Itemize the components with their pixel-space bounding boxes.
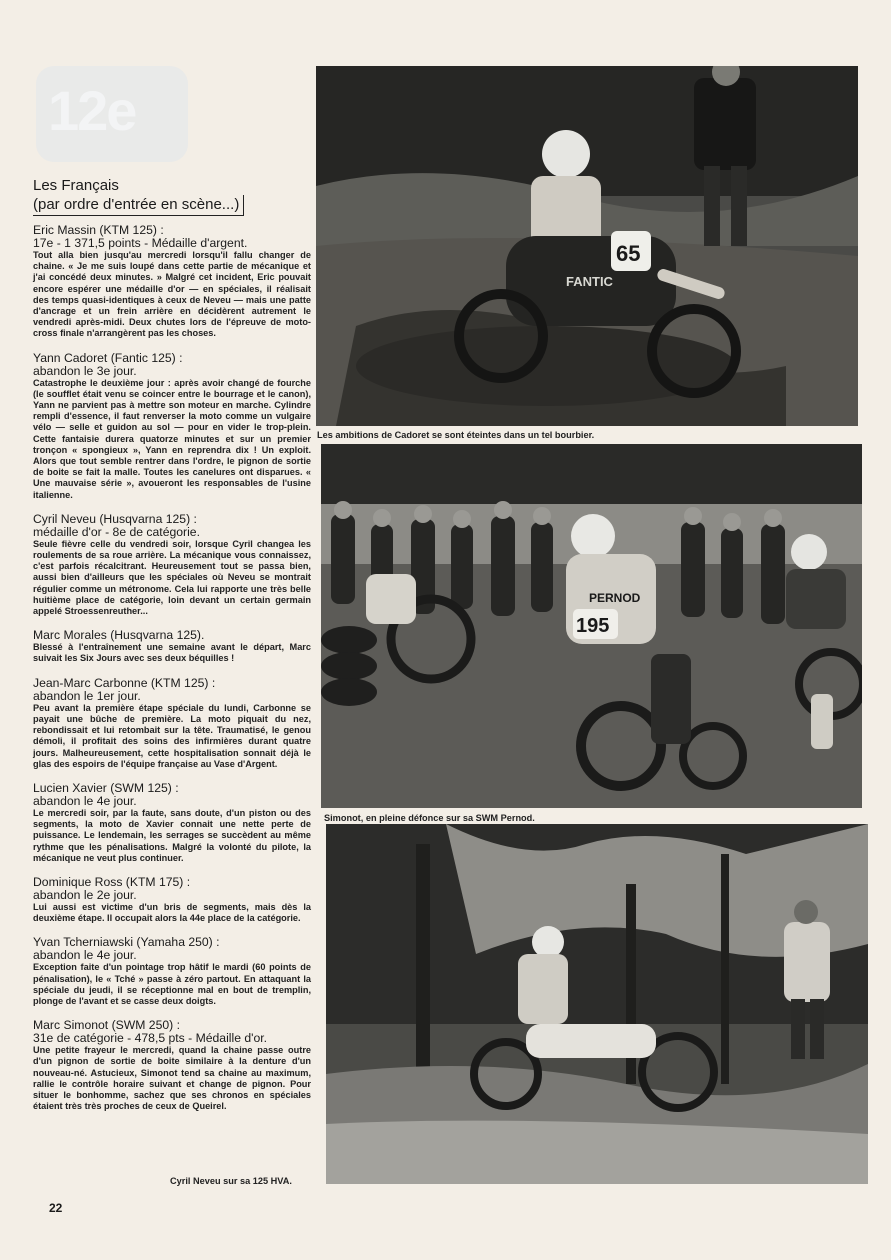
photo-forest-rider-graphic — [326, 824, 868, 1184]
rider-text: Lui aussi est victime d'un bris de segments, mais dès la deuxième étape. Il occupait alors la 44e place de la catégorie. — [33, 901, 311, 924]
rider-entry — [33, 782, 311, 864]
text-column — [33, 176, 311, 1112]
photo-mud-rider — [316, 66, 858, 426]
photo-race-crowd — [321, 444, 862, 808]
rider-name: Marc Morales (Husqvarna 125). — [33, 628, 205, 643]
photo-forest-rider — [326, 824, 868, 1184]
rider-entry — [33, 876, 311, 924]
rider-entry — [33, 629, 311, 664]
rider-name: Lucien Xavier (SWM 125) : — [33, 780, 179, 795]
rider-text: Une petite frayeur le mercredi, quand la chaine passe outre d'un pignon de sortie de boite similaire à la denture d'un nouveau-né. Astucieux, Simonot tend sa chaine au maximum, rallie le contrôle horaire suivant et change de pignon. Pour situer le bonhomme, sachez que ses chronos en spéciales étaient très très proches de ceux de Queirel. — [33, 1045, 311, 1112]
rider-name: Cyril Neveu (Husqvarna 125) : — [33, 511, 197, 526]
rider-name: Marc Simonot (SWM 250) : — [33, 1018, 180, 1033]
rider-result: abandon le 4e jour. — [33, 793, 137, 808]
rider-entry — [33, 352, 311, 501]
photo-caption: Simonot, en pleine défonce sur sa SWM Pernod. — [324, 813, 535, 823]
photo-mud-rider-graphic — [316, 66, 858, 426]
rider-text: Seule fièvre celle du vendredi soir, lorsque Cyril changea les roulements de sa roue arrière. La mécanique vous connaissez, c'est parfois récalcitrant. Heureusement tout se passa bien, aussi bien d'ailleurs que les spéciales où Neveu se montrait régulier comme un métronome. Cela lui rapporte une très belle huitième place de catégorie, loin devant un certain germain appelé Stroessenreuther... — [33, 538, 311, 617]
photo-race-crowd-graphic — [321, 444, 862, 808]
rider-result: 17e - 1 371,5 points - Médaille d'argent. — [33, 236, 248, 250]
rider-entry — [33, 936, 311, 1007]
rider-result: abandon le 2e jour. — [33, 887, 137, 902]
rider-text: Tout alla bien jusqu'au mercredi lorsqu'il fallu changer de chaine. « Je me suis loupé dans cette partie de mécanique et j'ai concédé deux minutes. » Malgré cet incident, Eric pouvait encore espérer une médaille d'or — en spéciales, il réalisait des temps quasi-identiques à ceux de Neveu — mais une patte d'ancrage et un frein arrière en décidèrent autrement le vendredi après-midi. Deux chutes lors de l'épreuve de moto-cross finale n'arrangèrent pas les choses. — [33, 250, 311, 339]
rider-text: Catastrophe le deuxième jour : après avoir changé de fourche (le soufflet était venu se coincer entre le bourrage et le canon), Yann ne parvient pas à mettre son moteur en marche. Cylindre rempli d'essence, il faut renverser la moto comme un vulgaire vélo — selle et guidon au sol — pour en vider le trop-plein. Cette fantaisie durera quatorze minutes et sur un premier tronçon « spongieux », Yann en reprendra dix ! Un exploit. Alors que tout semble rentrer dans l'ordre, le pignon de sortie de boite se fait la malle. Toutes les canelures ont disparues. « Une mauvaise série », avoueront les responsables de l'usine italienne. — [33, 377, 311, 500]
rider-result: abandon le 3e jour. — [33, 363, 137, 378]
rider-name: Dominique Ross (KTM 175) : — [33, 874, 191, 889]
rider-result: abandon le 1er jour. — [33, 688, 141, 703]
jersey-sponsor: PERNOD — [589, 591, 641, 605]
rider-text: Exception faite d'un pointage trop hâtif le mardi (60 points de pénalisation), le « Tché » passe à zéro partout. En attaquant la spéciale du jeudi, il se réceptionne mal en bout de tremplin, plonge de l'avant et se casse deux doigts. — [33, 962, 311, 1006]
rider-name: Eric Massin (KTM 125) : — [33, 223, 164, 237]
bib-number-195: 195 — [576, 615, 610, 637]
rider-entry — [33, 1019, 311, 1112]
section-subtitle: (par ordre d'entrée en scène...) — [33, 195, 244, 216]
rider-name: Yvan Tcherniawski (Yamaha 250) : — [33, 935, 220, 950]
tank-brand: FANTIC — [566, 274, 613, 289]
logo-text: 12e — [48, 79, 136, 142]
rider-entry — [33, 224, 311, 340]
rider-result: médaille d'or - 8e de catégorie. — [33, 524, 200, 539]
rider-text: Peu avant la première étape spéciale du lundi, Carbonne se payait une bûche de première. La moto piquait du nez, rebondissait et lui retombait sur la tête. Traumatisé, le genou démoli, il profitait des soins des infirmières durant quatre jours. Malheureusement, cette hospitalisation sonnait déjà le glas des espoirs de l'équipe française au Vase d'Argent. — [33, 702, 311, 769]
rider-name: Yann Cadoret (Fantic 125) : — [33, 350, 183, 365]
page-number: 22 — [49, 1201, 63, 1215]
photo-caption: Cyril Neveu sur sa 125 HVA. — [170, 1176, 292, 1186]
rider-text: Le mercredi soir, par la faute, sans doute, d'un piston ou des segments, la moto de Xavier connait une nette perte de puissance. Le lendemain, les serrages se succèdent au même rythme que les pénalisations. Malgré la volonté du pilote, la mécanique ne veut plus continuer. — [33, 807, 311, 863]
rider-name: Jean-Marc Carbonne (KTM 125) : — [33, 675, 216, 690]
bib-number-65: 65 — [616, 241, 641, 266]
rider-entry — [33, 513, 311, 617]
rider-result: abandon le 4e jour. — [33, 948, 137, 963]
photo-caption: Les ambitions de Cadoret se sont éteintes dans un tel bourbier. — [317, 430, 595, 440]
rider-text: Blessé à l'entraînement une semaine avant le départ, Marc suivait les Six Jours avec ses deux béquilles ! — [33, 642, 311, 664]
rider-entry — [33, 677, 311, 770]
section-title: Les Français — [33, 177, 119, 194]
rider-result: 31e de catégorie - 478,5 pts - Médaille d'or. — [33, 1031, 268, 1046]
